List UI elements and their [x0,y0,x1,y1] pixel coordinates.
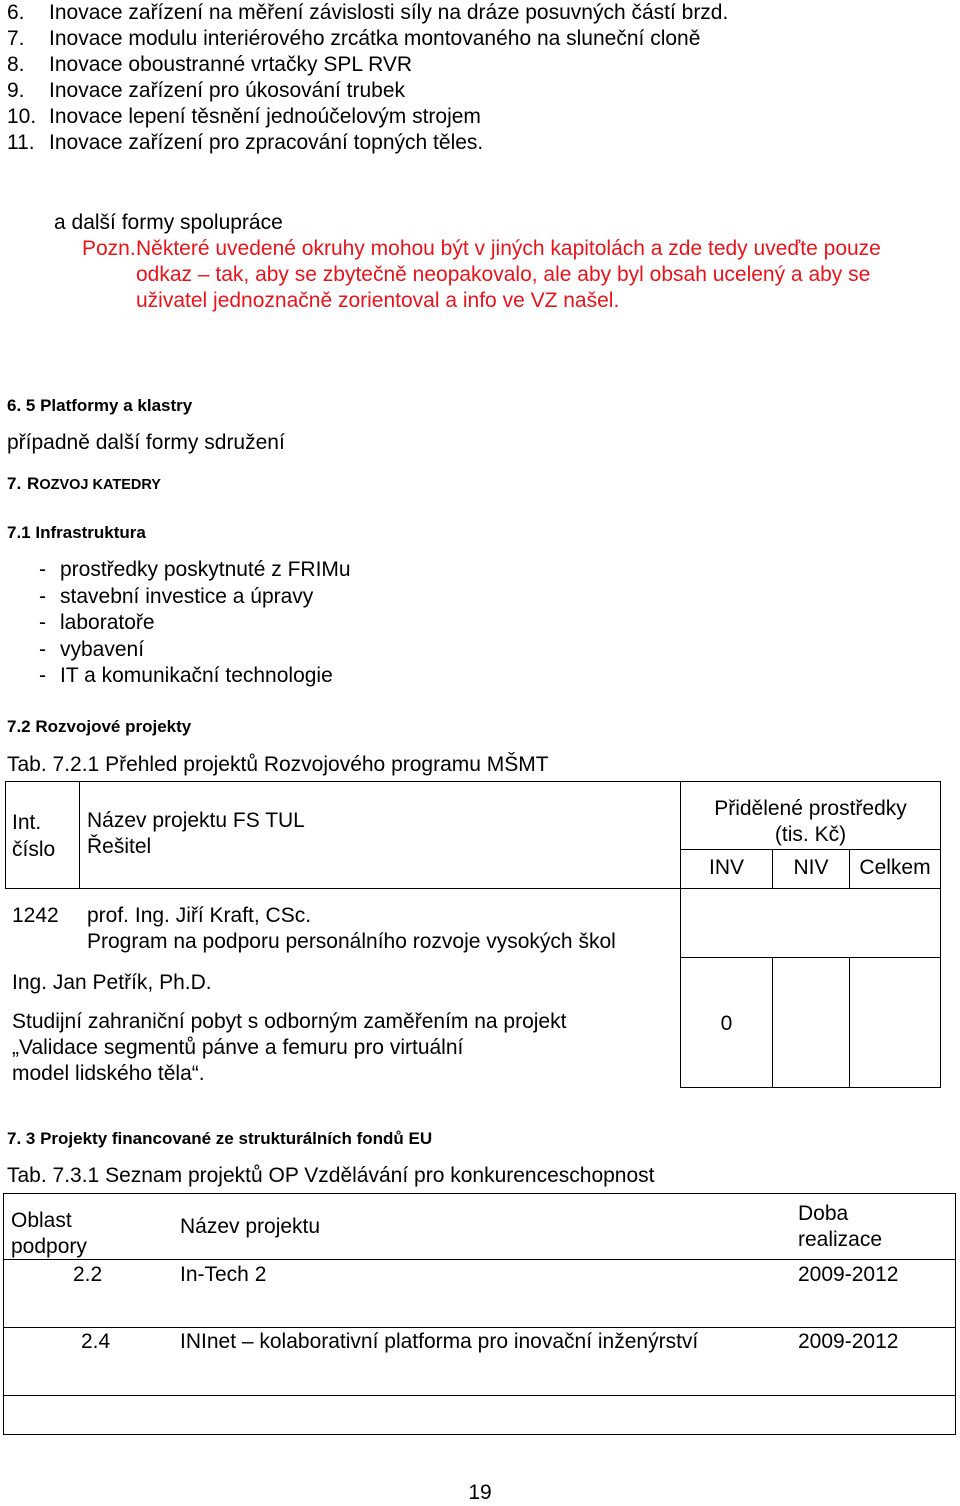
other-forms-text: a další formy spolupráce [54,211,283,234]
list-item [7,78,728,104]
list-item: - vybavení [39,637,145,661]
header-period-line: Doba [798,1202,849,1225]
row-inv-value: 0 [720,1012,733,1035]
table-border [772,957,773,1088]
table-border [680,957,941,958]
section-heading: 7. 3 Projekty financované ze strukturálních fondů EU [7,1129,433,1148]
table-border [680,849,941,850]
section-heading: 6. 5 Platformy a klastry [7,396,193,415]
row-period: 2009-2012 [798,1263,899,1286]
table-border [5,888,941,889]
row-area: 2.2 [73,1263,103,1286]
list-item-text: Inovace oboustranné vrtačky SPL RVR [49,53,413,76]
header-area-line: podpory [11,1235,87,1258]
table-border [79,781,80,889]
header-project-name: Název projektu [180,1215,321,1238]
table-caption: Tab. 7.3.1 Seznam projektů OP Vzdělávání pro konkurenceschopnost [7,1164,655,1187]
header-total: Celkem [859,856,931,879]
list-item [7,0,728,26]
header-niv: NIV [793,856,829,879]
list-item [7,130,728,156]
list-item [7,26,728,52]
table-border [680,1087,941,1088]
table-border [3,1193,4,1435]
row-description-line: „Validace segmentů pánve a femuru pro virtuální [12,1036,464,1059]
page-number: 19 [468,1481,492,1504]
note-body [136,236,881,314]
table-border [5,781,6,889]
note-line: uživatel jednoznačně zorientoval a info ve VZ našel. [136,289,620,312]
chapter-heading [7,470,161,498]
table-border [5,781,941,782]
table-caption: Tab. 7.2.1 Přehled projektů Rozvojového programu MŠMT [7,753,549,776]
chapter-number: 7. [7,474,22,493]
list-item-number: 8. [7,53,25,76]
table-border [3,1193,956,1194]
row-person: Ing. Jan Petřík, Ph.D. [12,971,212,994]
list-item-text: prostředky poskytnuté z FRIMu [60,558,351,581]
row-project-name: In-Tech 2 [180,1263,267,1286]
list-item-text: IT a komunikační technologie [60,664,333,687]
list-item-text: Inovace zařízení na měření závislosti síly na dráze posuvných částí brzd. [49,1,729,24]
table-border [3,1395,956,1396]
section-subtext: případně další formy sdružení [7,431,285,454]
bullet-list [39,557,351,690]
list-item-number: 11. [7,131,35,154]
list-item-text: Inovace modulu interiérového zrcátka montovaného na sluneční cloně [49,27,701,50]
row-leader: prof. Ing. Jiří Kraft, CSc. [87,904,312,927]
list-item-text: stavební investice a úpravy [60,584,314,608]
list-item [7,52,728,78]
table-border [955,1193,956,1435]
table-border [3,1327,956,1328]
list-item [7,104,728,130]
list-item-text: Inovace lepení těsnění jednoúčelovým strojem [49,105,481,128]
header-allocated: Přidělené prostředky [714,797,907,820]
note-label: Pozn.: [82,237,142,260]
list-item-text: laboratoře [60,611,155,634]
list-item: - stavební investice a úpravy [39,584,314,608]
numbered-list [7,0,728,156]
row-description-line: model lidského těla“. [12,1062,205,1085]
list-item: - IT a komunikační technologie [39,664,333,687]
header-project-name: Název projektu FS TUL [87,809,305,832]
list-item-number: 6. [7,1,25,24]
list-item-text: Inovace zařízení pro zpracování topných těles. [49,131,484,154]
section-heading: 7.2 Rozvojové projekty [7,717,192,736]
row-area: 2.4 [81,1330,111,1353]
header-allocated-unit: (tis. Kč) [774,823,847,846]
row-number: 1242 [12,904,59,927]
header-inv: INV [708,856,744,879]
row-description-line: Studijní zahraniční pobyt s odborným zaměřením na projekt [12,1010,567,1033]
header-leader: Řešitel [87,835,152,858]
list-item: - prostředky poskytnuté z FRIMu [39,558,351,581]
list-item-number: 10. [7,105,37,128]
list-item-number: 9. [7,79,25,102]
list-item: - laboratoře [39,611,155,634]
note-line: Některé uvedené okruhy mohou být v jiných kapitolách a zde tedy uveďte pouze [136,237,881,260]
row-period: 2009-2012 [798,1330,899,1353]
header-number: Int. číslo [12,811,56,861]
chapter-title-initial: R [27,474,40,493]
table-border [3,1259,956,1260]
chapter-title-rest: OZVOJ KATEDRY [39,477,161,493]
table-border [3,1434,956,1435]
table-border [940,781,941,1088]
row-program: Program na podporu personálního rozvoje vysokých škol [87,930,616,953]
list-item-number: 7. [7,27,25,50]
table-border [849,957,850,1088]
list-item-text: Inovace zařízení pro úkosování trubek [49,79,406,102]
row-project-name: INInet – kolaborativní platforma pro inovační inženýrství [180,1330,699,1353]
section-heading: 7.1 Infrastruktura [7,523,146,542]
note-line: odkaz – tak, aby se zbytečně neopakovalo, ale aby byl obsah ucelený a aby se [136,263,871,286]
list-item-text: vybavení [60,637,145,661]
header-area-line: Oblast [11,1209,72,1232]
header-period-line: realizace [798,1228,883,1251]
